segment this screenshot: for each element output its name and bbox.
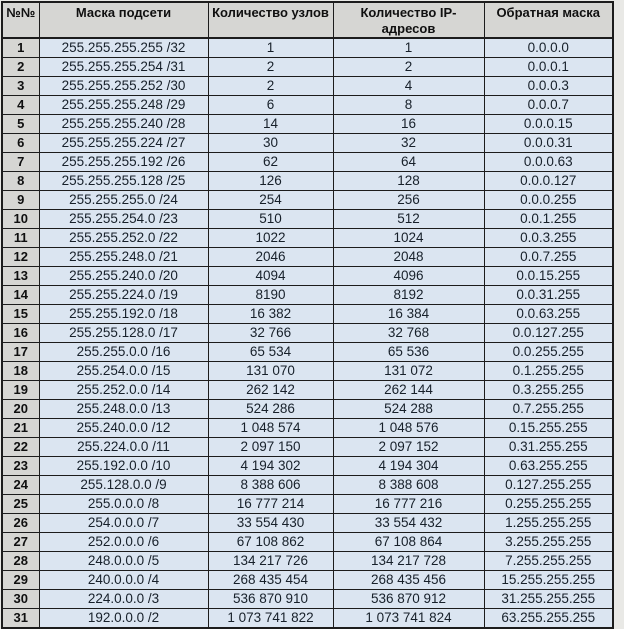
host-count-cell: 33 554 430	[208, 514, 333, 533]
subnet-mask-cell: 255.0.0.0 /8	[39, 495, 208, 514]
table-row	[2, 115, 613, 134]
row-number-cell: 25	[2, 495, 39, 514]
table-row	[2, 324, 613, 343]
host-count-cell: 65 534	[208, 343, 333, 362]
wildcard-mask-cell: 3.255.255.255	[484, 533, 613, 552]
table-row	[2, 172, 613, 191]
host-count-cell: 1 073 741 822	[208, 609, 333, 629]
subnet-mask-cell: 255.224.0.0 /11	[39, 438, 208, 457]
table-row	[2, 514, 613, 533]
host-count-cell: 16 382	[208, 305, 333, 324]
row-number-cell: 5	[2, 115, 39, 134]
host-count-cell: 254	[208, 191, 333, 210]
row-number-cell: 18	[2, 362, 39, 381]
col-header-host-count: Количество узлов	[208, 2, 333, 38]
ip-count-cell: 16 777 216	[333, 495, 484, 514]
ip-count-cell: 32	[333, 134, 484, 153]
subnet-mask-cell: 255.248.0.0 /13	[39, 400, 208, 419]
table-row	[2, 248, 613, 267]
host-count-cell: 536 870 910	[208, 590, 333, 609]
host-count-cell: 2 097 150	[208, 438, 333, 457]
col-header-subnet-mask: Маска подсети	[39, 2, 208, 38]
col-header-wildcard-mask: Обратная маска	[484, 2, 613, 38]
subnet-mask-cell: 255.252.0.0 /14	[39, 381, 208, 400]
ip-count-cell: 1	[333, 38, 484, 58]
row-number-cell: 28	[2, 552, 39, 571]
row-number-cell: 13	[2, 267, 39, 286]
subnet-mask-cell: 255.255.128.0 /17	[39, 324, 208, 343]
subnet-mask-cell: 255.255.224.0 /19	[39, 286, 208, 305]
host-count-cell: 2	[208, 58, 333, 77]
wildcard-mask-cell: 0.0.0.7	[484, 96, 613, 115]
host-count-cell: 510	[208, 210, 333, 229]
subnet-mask-cell: 255.192.0.0 /10	[39, 457, 208, 476]
ip-count-cell: 67 108 864	[333, 533, 484, 552]
wildcard-mask-cell: 0.3.255.255	[484, 381, 613, 400]
host-count-cell: 67 108 862	[208, 533, 333, 552]
ip-count-cell: 2048	[333, 248, 484, 267]
table-row	[2, 191, 613, 210]
table-row	[2, 590, 613, 609]
host-count-cell: 6	[208, 96, 333, 115]
host-count-cell: 1 048 574	[208, 419, 333, 438]
row-number-cell: 10	[2, 210, 39, 229]
host-count-cell: 268 435 454	[208, 571, 333, 590]
wildcard-mask-cell: 0.255.255.255	[484, 495, 613, 514]
wildcard-mask-cell: 0.0.0.127	[484, 172, 613, 191]
wildcard-mask-cell: 0.0.0.255	[484, 191, 613, 210]
wildcard-mask-cell: 7.255.255.255	[484, 552, 613, 571]
col-header-ip-count: Количество IP-адресов	[333, 2, 484, 38]
row-number-cell: 17	[2, 343, 39, 362]
row-number-cell: 6	[2, 134, 39, 153]
host-count-cell: 131 070	[208, 362, 333, 381]
wildcard-mask-cell: 0.0.15.255	[484, 267, 613, 286]
table-row	[2, 400, 613, 419]
host-count-cell: 2	[208, 77, 333, 96]
table-row	[2, 533, 613, 552]
wildcard-mask-cell: 0.0.0.63	[484, 153, 613, 172]
row-number-cell: 31	[2, 609, 39, 629]
subnet-mask-cell: 255.254.0.0 /15	[39, 362, 208, 381]
ip-count-cell: 128	[333, 172, 484, 191]
table-row	[2, 153, 613, 172]
wildcard-mask-cell: 0.1.255.255	[484, 362, 613, 381]
row-number-cell: 3	[2, 77, 39, 96]
subnet-mask-cell: 255.255.255.254 /31	[39, 58, 208, 77]
ip-count-cell: 1 048 576	[333, 419, 484, 438]
table-row	[2, 77, 613, 96]
row-number-cell: 19	[2, 381, 39, 400]
row-number-cell: 26	[2, 514, 39, 533]
wildcard-mask-cell: 0.0.7.255	[484, 248, 613, 267]
table-row	[2, 552, 613, 571]
subnet-mask-cell: 255.255.192.0 /18	[39, 305, 208, 324]
row-number-cell: 23	[2, 457, 39, 476]
host-count-cell: 1022	[208, 229, 333, 248]
subnet-mask-cell: 224.0.0.0 /3	[39, 590, 208, 609]
host-count-cell: 2046	[208, 248, 333, 267]
table-row	[2, 381, 613, 400]
row-number-cell: 21	[2, 419, 39, 438]
table-row	[2, 343, 613, 362]
row-number-cell: 8	[2, 172, 39, 191]
row-number-cell: 2	[2, 58, 39, 77]
ip-count-cell: 16	[333, 115, 484, 134]
row-number-cell: 30	[2, 590, 39, 609]
subnet-mask-cell: 255.255.255.128 /25	[39, 172, 208, 191]
table-row	[2, 438, 613, 457]
subnet-mask-cell: 255.255.255.248 /29	[39, 96, 208, 115]
wildcard-mask-cell: 0.0.0.31	[484, 134, 613, 153]
ip-count-cell: 1 073 741 824	[333, 609, 484, 629]
host-count-cell: 14	[208, 115, 333, 134]
ip-count-cell: 268 435 456	[333, 571, 484, 590]
subnet-mask-cell: 255.128.0.0 /9	[39, 476, 208, 495]
subnet-mask-cell: 255.240.0.0 /12	[39, 419, 208, 438]
wildcard-mask-cell: 0.0.0.1	[484, 58, 613, 77]
host-count-cell: 524 286	[208, 400, 333, 419]
row-number-cell: 4	[2, 96, 39, 115]
ip-count-cell: 524 288	[333, 400, 484, 419]
row-number-cell: 15	[2, 305, 39, 324]
table-row	[2, 229, 613, 248]
table-body	[2, 38, 613, 628]
row-number-cell: 24	[2, 476, 39, 495]
host-count-cell: 16 777 214	[208, 495, 333, 514]
subnet-mask-cell: 255.255.255.252 /30	[39, 77, 208, 96]
ip-count-cell: 512	[333, 210, 484, 229]
wildcard-mask-cell: 0.0.1.255	[484, 210, 613, 229]
header-row	[2, 2, 613, 38]
host-count-cell: 62	[208, 153, 333, 172]
ip-count-cell: 4096	[333, 267, 484, 286]
table-row	[2, 210, 613, 229]
table-row	[2, 609, 613, 629]
wildcard-mask-cell: 0.63.255.255	[484, 457, 613, 476]
wildcard-mask-cell: 0.0.63.255	[484, 305, 613, 324]
wildcard-mask-cell: 15.255.255.255	[484, 571, 613, 590]
wildcard-mask-cell: 0.7.255.255	[484, 400, 613, 419]
subnet-mask-cell: 255.255.0.0 /16	[39, 343, 208, 362]
ip-count-cell: 65 536	[333, 343, 484, 362]
ip-count-cell: 16 384	[333, 305, 484, 324]
subnet-mask-cell: 252.0.0.0 /6	[39, 533, 208, 552]
host-count-cell: 4094	[208, 267, 333, 286]
table-row	[2, 58, 613, 77]
row-number-cell: 27	[2, 533, 39, 552]
row-number-cell: 9	[2, 191, 39, 210]
host-count-cell: 1	[208, 38, 333, 58]
ip-count-cell: 2	[333, 58, 484, 77]
row-number-cell: 7	[2, 153, 39, 172]
table-row	[2, 362, 613, 381]
wildcard-mask-cell: 0.0.0.15	[484, 115, 613, 134]
row-number-cell: 11	[2, 229, 39, 248]
ip-count-cell: 2 097 152	[333, 438, 484, 457]
wildcard-mask-cell: 0.0.0.0	[484, 38, 613, 58]
table-row	[2, 267, 613, 286]
table-row	[2, 38, 613, 58]
wildcard-mask-cell: 63.255.255.255	[484, 609, 613, 629]
subnet-mask-cell: 254.0.0.0 /7	[39, 514, 208, 533]
ip-count-cell: 131 072	[333, 362, 484, 381]
wildcard-mask-cell: 0.0.255.255	[484, 343, 613, 362]
wildcard-mask-cell: 0.15.255.255	[484, 419, 613, 438]
row-number-cell: 16	[2, 324, 39, 343]
ip-count-cell: 8192	[333, 286, 484, 305]
host-count-cell: 8190	[208, 286, 333, 305]
subnet-mask-cell: 255.255.255.0 /24	[39, 191, 208, 210]
wildcard-mask-cell: 0.0.0.3	[484, 77, 613, 96]
ip-count-cell: 256	[333, 191, 484, 210]
host-count-cell: 4 194 302	[208, 457, 333, 476]
ip-count-cell: 32 768	[333, 324, 484, 343]
subnet-mask-cell: 248.0.0.0 /5	[39, 552, 208, 571]
table-row	[2, 419, 613, 438]
host-count-cell: 126	[208, 172, 333, 191]
wildcard-mask-cell: 0.0.31.255	[484, 286, 613, 305]
ip-count-cell: 33 554 432	[333, 514, 484, 533]
ip-count-cell: 8	[333, 96, 484, 115]
row-number-cell: 29	[2, 571, 39, 590]
subnet-mask-cell: 255.255.255.224 /27	[39, 134, 208, 153]
host-count-cell: 32 766	[208, 324, 333, 343]
wildcard-mask-cell: 31.255.255.255	[484, 590, 613, 609]
row-number-cell: 12	[2, 248, 39, 267]
row-number-cell: 1	[2, 38, 39, 58]
ip-count-cell: 1024	[333, 229, 484, 248]
row-number-cell: 14	[2, 286, 39, 305]
table-row	[2, 457, 613, 476]
table-row	[2, 476, 613, 495]
subnet-mask-cell: 255.255.248.0 /21	[39, 248, 208, 267]
ip-count-cell: 4	[333, 77, 484, 96]
row-number-cell: 20	[2, 400, 39, 419]
ip-count-cell: 536 870 912	[333, 590, 484, 609]
host-count-cell: 8 388 606	[208, 476, 333, 495]
subnet-mask-table	[1, 1, 614, 629]
subnet-mask-cell: 255.255.255.240 /28	[39, 115, 208, 134]
wildcard-mask-cell: 0.0.127.255	[484, 324, 613, 343]
subnet-mask-cell: 192.0.0.0 /2	[39, 609, 208, 629]
host-count-cell: 262 142	[208, 381, 333, 400]
ip-count-cell: 8 388 608	[333, 476, 484, 495]
wildcard-mask-cell: 0.31.255.255	[484, 438, 613, 457]
wildcard-mask-cell: 1.255.255.255	[484, 514, 613, 533]
table-row	[2, 305, 613, 324]
subnet-mask-cell: 255.255.255.255 /32	[39, 38, 208, 58]
subnet-mask-cell: 255.255.240.0 /20	[39, 267, 208, 286]
table-row	[2, 495, 613, 514]
wildcard-mask-cell: 0.127.255.255	[484, 476, 613, 495]
host-count-cell: 134 217 726	[208, 552, 333, 571]
ip-count-cell: 4 194 304	[333, 457, 484, 476]
ip-count-cell: 134 217 728	[333, 552, 484, 571]
table-row	[2, 571, 613, 590]
subnet-mask-cell: 255.255.254.0 /23	[39, 210, 208, 229]
row-number-cell: 22	[2, 438, 39, 457]
table-header	[2, 2, 613, 38]
subnet-mask-cell: 255.255.252.0 /22	[39, 229, 208, 248]
subnet-mask-cell: 255.255.255.192 /26	[39, 153, 208, 172]
table-row	[2, 96, 613, 115]
subnet-mask-cell: 240.0.0.0 /4	[39, 571, 208, 590]
host-count-cell: 30	[208, 134, 333, 153]
table-row	[2, 286, 613, 305]
table-row	[2, 134, 613, 153]
ip-count-cell: 262 144	[333, 381, 484, 400]
wildcard-mask-cell: 0.0.3.255	[484, 229, 613, 248]
col-header-number: №№	[2, 2, 39, 38]
ip-count-cell: 64	[333, 153, 484, 172]
